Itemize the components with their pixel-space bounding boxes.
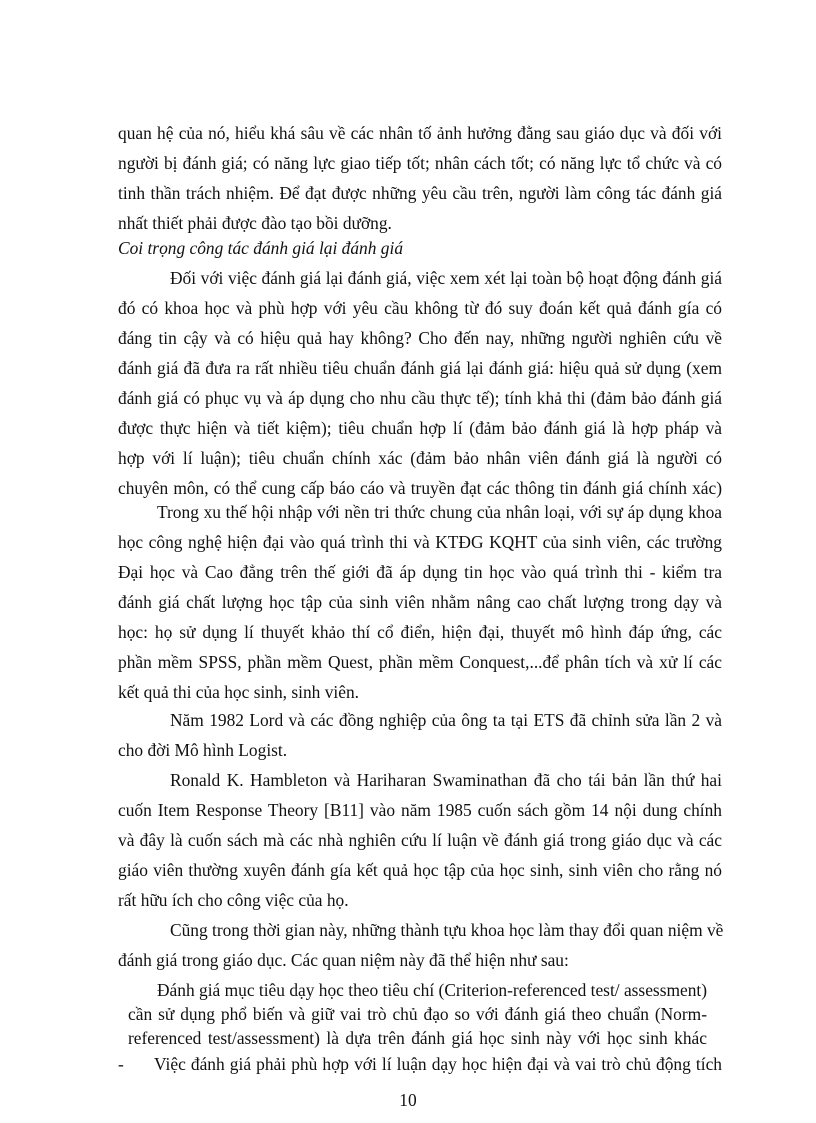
text-line: và đây là cuốn sách mà các nhà nghiên cứu lí luận về đánh giá trong giáo dục và các (118, 830, 722, 850)
text-line: học công nghệ hiện đại vào quá trình thi và KTĐG KQHT của sinh viên, các trường (118, 532, 722, 552)
text-line: rất hữu ích cho công việc của họ. (118, 890, 349, 910)
text-line: đánh giá trong giáo dục. Các quan niệm này đã thể hiện như sau: (118, 950, 569, 970)
text-line: Năm 1982 Lord và các đồng nghiệp của ông ta tại ETS đã chỉnh sửa lần 2 và (170, 710, 722, 730)
page-number: 10 (399, 1090, 417, 1110)
text-line: hợp với lí luận); tiêu chuẩn chính xác (đảm bảo nhân viên đánh giá là người có (118, 448, 722, 468)
text-line: quan hệ của nó, hiểu khá sâu về các nhân tố ảnh hưởng đằng sau giáo dục và đối với (118, 123, 722, 143)
text-line: cần sử dụng phổ biến và giữ vai trò chủ đạo so với đánh giá theo chuẩn (Norm- (128, 1004, 707, 1024)
text-line: Đại học và Cao đẳng trên thế giới đã áp dụng tin học vào quá trình thi - kiểm tra (118, 562, 722, 582)
text-line: đáng tin cậy và có hiệu quả hay không? Cho đến nay, những người nghiên cứu về (118, 328, 722, 348)
text-line: Cũng trong thời gian này, những thành tựu khoa học làm thay đổi quan niệm về (170, 920, 724, 940)
text-line: tinh thần trách nhiệm. Để đạt được những yêu cầu trên, người làm công tác đánh giá (118, 183, 722, 203)
text-line: được thực hiện và tiết kiệm); tiêu chuẩn hợp lí (đảm bảo đánh giá là hợp pháp và (118, 418, 722, 438)
text-line: kết quả thi của học sinh, sinh viên. (118, 682, 360, 702)
text-line: học: họ sử dụng lí thuyết khảo thí cổ điển, hiện đại, thuyết mô hình đáp ứng, các (118, 622, 722, 642)
text-line: referenced test/assessment) là dựa trên đánh giá học sinh này với học sinh khác (128, 1028, 707, 1048)
text-line: phần mềm SPSS, phần mềm Quest, phần mềm Conquest,...để phân tích và xử lí các (118, 652, 722, 672)
text-line: cho đời Mô hình Logist. (118, 740, 288, 760)
text-line: chuyên môn, có thể cung cấp báo cáo và truyền đạt các thông tin đánh giá chính xác) (118, 478, 722, 498)
text-line: đó có khoa học và phù hợp với yêu cầu không từ đó suy đoán kết quả đánh gía có (118, 298, 722, 318)
text-line: giáo viên thường xuyên đánh gía kết quả học tập của học sinh, sinh viên cho rằng nó (118, 860, 722, 880)
text-line: đánh giá chất lượng học tập của sinh viên nhằm nâng cao chất lượng trong dạy và (118, 592, 722, 612)
text-line: Việc đánh giá phải phù hợp với lí luận dạy học hiện đại và vai trò chủ động tích (154, 1054, 722, 1074)
text-line: đánh giá có phục vụ và áp dụng cho nhu cầu thực tế); tính khả thi (đảm bảo đánh giá (118, 388, 722, 408)
section-heading: Coi trọng công tác đánh giá lại đánh giá (118, 238, 404, 258)
text-line: Ronald K. Hambleton và Hariharan Swaminathan đã cho tái bản lần thứ hai (170, 770, 722, 790)
text-line: Đối với việc đánh giá lại đánh giá, việc xem xét lại toàn bộ hoạt động đánh giá (170, 268, 722, 288)
text-line: người bị đánh giá; có năng lực giao tiếp tốt; nhân cách tốt; có năng lực tổ chức và có (118, 153, 722, 173)
text-line: Đánh giá mục tiêu dạy học theo tiêu chí (Criterion-referenced test/ assessment) (157, 980, 708, 1000)
bullet-dash: - (118, 1054, 124, 1074)
text-line: cuốn Item Response Theory [B11] vào năm 1985 cuốn sách gồm 14 nội dung chính (118, 800, 722, 820)
text-line: Trong xu thế hội nhập với nền tri thức chung của nhân loại, với sự áp dụng khoa (157, 502, 722, 522)
text-line: đánh giá đã đưa ra rất nhiều tiêu chuẩn đánh giá lại đánh giá: hiệu quả sử dụng (xem (118, 358, 722, 378)
text-line: nhất thiết phải được đào tạo bồi dưỡng. (118, 213, 392, 233)
